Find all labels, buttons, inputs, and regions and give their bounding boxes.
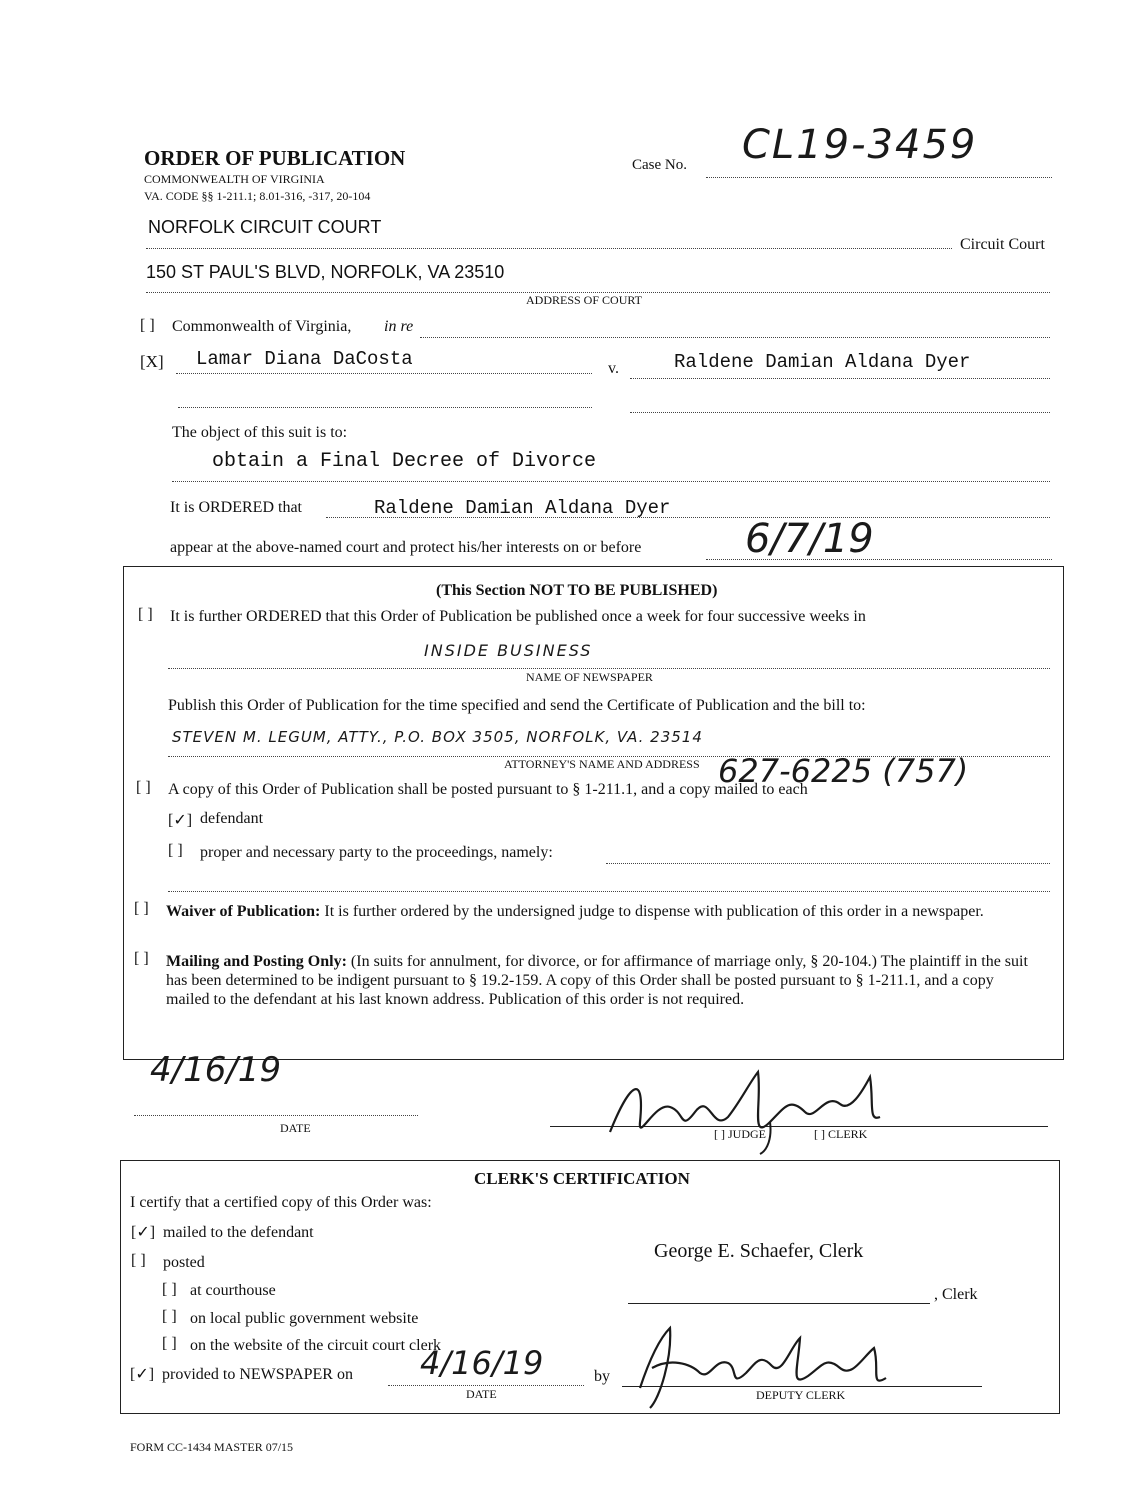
case-number-value: CL19-3459 xyxy=(742,122,978,168)
newspaper-line xyxy=(168,667,1050,669)
appear-date: 6/7/19 xyxy=(745,516,874,562)
versus-label: v. xyxy=(608,360,619,377)
proper-party-line-2 xyxy=(168,890,1050,892)
court-address: 150 ST PAUL'S BLVD, NORFOLK, VA 23510 xyxy=(146,262,505,282)
by-label: by xyxy=(594,1368,610,1385)
mailing-paragraph xyxy=(166,952,1032,1009)
plaintiff-line xyxy=(176,372,592,374)
newspaper-provided-date: 4/16/19 xyxy=(420,1344,544,1382)
clerk-suffix: , Clerk xyxy=(934,1286,978,1303)
form-subtitle: COMMONWEALTH OF VIRGINIA xyxy=(144,172,325,186)
appear-text: appear at the above-named court and protect his/her interests on or before xyxy=(170,539,642,556)
mailing-checkbox[interactable]: [ ] xyxy=(134,950,149,967)
publish-checkbox[interactable]: [ ] xyxy=(138,606,153,623)
posted-label: posted xyxy=(163,1254,205,1271)
form-number: FORM CC-1434 MASTER 07/15 xyxy=(130,1440,294,1454)
case-number-line xyxy=(706,176,1052,178)
circuit-court-label: Circuit Court xyxy=(960,236,1045,253)
mailing-text: (In suits for annulment, for divorce, or for affirmance of marriage only, § 20-104.) The plaintiff in the suit has been determined to be indigent pursuant to § 19.2-159. A copy of this Order shall be posted pursuant to § 1-211.1, and a copy mailed to the defendant at his last known address. Publication of this order is not required. xyxy=(166,953,1028,1008)
waiver-checkbox[interactable]: [ ] xyxy=(134,900,149,917)
attorney-phone: 627-6225 (757) xyxy=(718,752,969,790)
judge-label: [ ] JUDGE xyxy=(714,1127,766,1141)
waiver-paragraph xyxy=(166,902,1026,921)
defendant-line-2 xyxy=(630,411,1050,413)
not-published-heading: (This Section NOT TO BE PUBLISHED) xyxy=(436,582,718,599)
in-re-line xyxy=(420,336,1050,338)
certification-heading: CLERK'S CERTIFICATION xyxy=(474,1169,690,1188)
newspaper-provided-checkbox[interactable]: [✓] xyxy=(130,1366,155,1383)
ordered-party: Raldene Damian Aldana Dyer xyxy=(374,497,671,519)
order-date-label: DATE xyxy=(280,1121,311,1135)
mailed-checkbox[interactable]: [✓] xyxy=(131,1224,156,1241)
object-value: obtain a Final Decree of Divorce xyxy=(212,450,597,473)
plaintiff-name: Lamar Diana DaCosta xyxy=(196,348,413,370)
in-re-label: in re xyxy=(384,318,414,335)
mailing-title: Mailing and Posting Only: xyxy=(166,953,347,970)
newspaper-provided-date-line xyxy=(388,1384,584,1386)
newspaper-label: NAME OF NEWSPAPER xyxy=(526,670,653,684)
courthouse-label: at courthouse xyxy=(190,1282,276,1299)
object-line xyxy=(172,480,1050,482)
object-label: The object of this suit is to: xyxy=(172,424,348,441)
statute-reference: VA. CODE §§ 1-211.1; 8.01-316, -317, 20-104 xyxy=(144,189,371,203)
defendant-name: Raldene Damian Aldana Dyer xyxy=(674,351,971,373)
case-number-label: Case No. xyxy=(632,157,687,173)
newspaper-name: INSIDE BUSINESS xyxy=(424,641,593,660)
order-date-line xyxy=(134,1114,418,1116)
copy-checkbox[interactable]: [ ] xyxy=(136,779,151,796)
court-name: NORFOLK CIRCUIT COURT xyxy=(148,217,382,237)
certification-intro: I certify that a certified copy of this Order was: xyxy=(130,1194,432,1211)
waiver-text: It is further ordered by the undersigned judge to dispense with publication of this order in a newspaper. xyxy=(324,903,984,920)
clerk-website-label: on the website of the circuit court clerk xyxy=(190,1337,442,1354)
ordered-label: It is ORDERED that xyxy=(170,499,302,516)
clerk-name: George E. Schaefer, Clerk xyxy=(654,1240,864,1262)
clerk-label: [ ] CLERK xyxy=(814,1127,868,1141)
publish-text: It is further ORDERED that this Order of Publication be published once a week for four successive weeks in xyxy=(170,608,866,625)
order-date: 4/16/19 xyxy=(150,1050,282,1090)
plaintiff-line-2 xyxy=(178,406,592,408)
deputy-clerk-label: DEPUTY CLERK xyxy=(756,1388,846,1402)
local-website-label: on local public government website xyxy=(190,1310,419,1327)
defendant-checkbox[interactable]: [✓] xyxy=(168,812,193,829)
posted-checkbox[interactable]: [ ] xyxy=(131,1252,146,1269)
form-title: ORDER OF PUBLICATION xyxy=(144,146,406,170)
party-checkbox[interactable]: [X] xyxy=(140,352,164,371)
clerk-name-line xyxy=(628,1302,930,1304)
attorney-address: STEVEN M. LEGUM, ATTY., P.O. BOX 3505, NORFOLK, VA. 23514 xyxy=(172,728,703,746)
court-address-label: ADDRESS OF COURT xyxy=(526,293,642,307)
newspaper-provided-date-label: DATE xyxy=(466,1387,497,1401)
waiver-title: Waiver of Publication: xyxy=(166,903,321,920)
send-bill-text: Publish this Order of Publication for the time specified and send the Certificate of Publication and the bill to: xyxy=(168,697,866,714)
defendant-label: defendant xyxy=(200,810,264,827)
courthouse-checkbox[interactable]: [ ] xyxy=(162,1281,177,1298)
commonwealth-checkbox[interactable]: [ ] xyxy=(140,317,155,334)
local-website-checkbox[interactable]: [ ] xyxy=(162,1308,177,1325)
newspaper-provided-label: provided to NEWSPAPER on xyxy=(162,1366,353,1383)
defendant-line xyxy=(630,377,1050,379)
commonwealth-label: Commonwealth of Virginia, xyxy=(172,318,352,335)
proper-party-line xyxy=(606,862,1050,864)
court-name-line xyxy=(146,247,952,249)
mailed-label: mailed to the defendant xyxy=(163,1224,314,1241)
judge-signature xyxy=(600,1062,900,1158)
copy-text: A copy of this Order of Publication shall be posted pursuant to § 1-211.1, and a copy mailed to each xyxy=(168,781,808,798)
proper-party-checkbox[interactable]: [ ] xyxy=(168,842,183,859)
clerk-website-checkbox[interactable]: [ ] xyxy=(162,1335,177,1352)
attorney-label: ATTORNEY'S NAME AND ADDRESS xyxy=(504,757,700,771)
proper-party-label: proper and necessary party to the proceedings, namely: xyxy=(200,844,553,861)
